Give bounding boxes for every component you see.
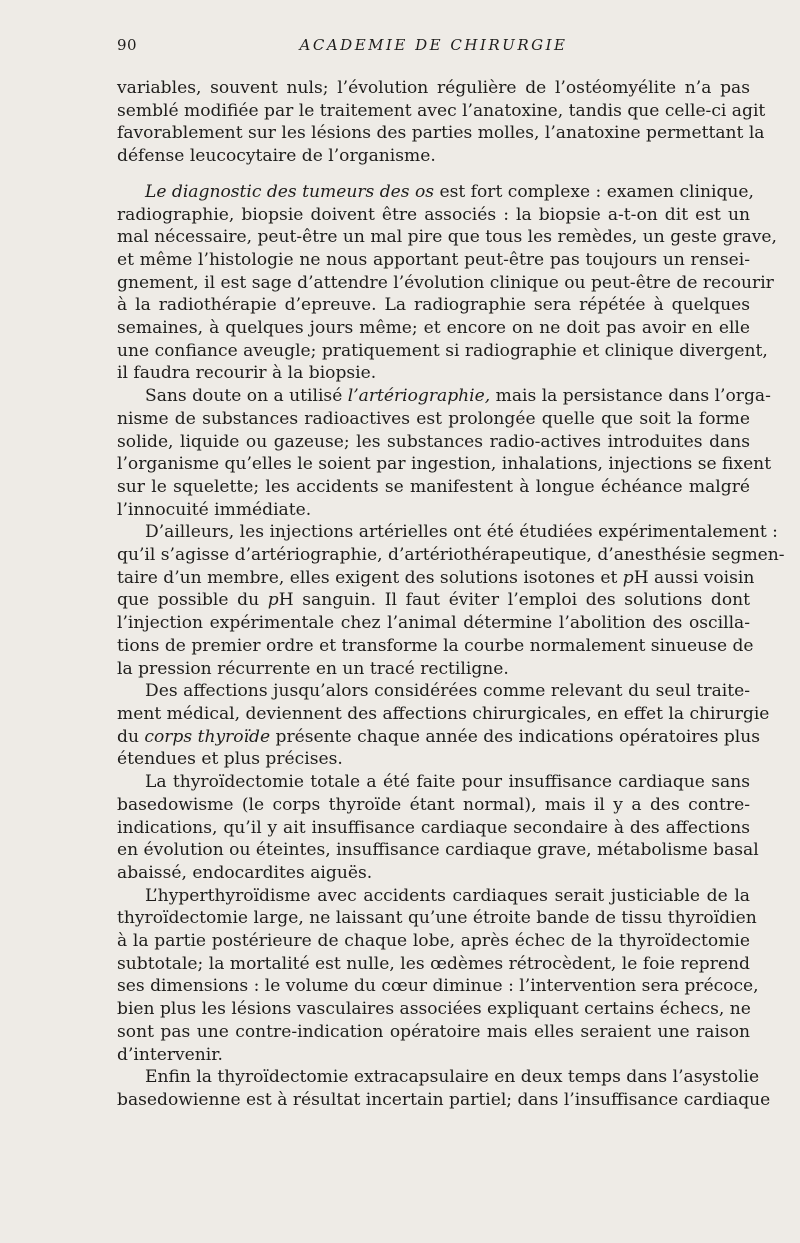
text-line xyxy=(117,1044,750,1067)
text-run: radiographie, biopsie doivent être associés : la biopsie a-t-on dit est un xyxy=(117,204,750,225)
italic-text: p xyxy=(622,567,634,588)
paragraph xyxy=(117,385,772,521)
text-run: Enfin la thyroïdectomie extracapsulaire en deux temps dans l’asystolie xyxy=(145,1067,760,1088)
text-run: subtotale; la mortalité est nulle, les œdèmes rétrocèdent, le foie reprend xyxy=(117,953,750,974)
text-run: une confiance aveugle; pratiquement si radiographie et clinique divergent, xyxy=(117,340,768,361)
italic-text: Le diagnostic des tumeurs des os xyxy=(145,181,435,202)
text-run: H sanguin. Il faut éviter l’emploi des solutions dont xyxy=(278,590,750,611)
text-run: indications, qu’il y ait insuffisance cardiaque secondaire à des affections xyxy=(117,817,750,838)
text-line xyxy=(117,77,750,100)
text-run: semblé modifiée par le traitement avec l’anatoxine, tandis que celle-ci agit xyxy=(117,100,766,121)
text-run: basedowienne est à résultat incertain partiel; dans l’insuffisance cardiaque xyxy=(117,1089,771,1110)
text-run: mais la persistance dans l’orga- xyxy=(490,386,771,407)
text-line xyxy=(117,817,750,840)
text-line xyxy=(117,975,759,998)
text-line xyxy=(117,885,750,908)
text-line xyxy=(117,362,750,385)
text-line xyxy=(117,181,754,204)
text-run: taire d’un membre, elles exigent des solutions isotones et xyxy=(117,567,623,588)
text-line xyxy=(117,431,750,454)
text-run: à la partie postérieure de chaque lobe, après échec de la thyroïdectomie xyxy=(117,931,750,952)
paragraph xyxy=(117,181,777,385)
text-run: présente chaque année des indications opératoires plus xyxy=(270,726,761,747)
text-run: variables, souvent nuls; l’évolution régulière de l’ostéomyélite n’a pas xyxy=(117,78,750,98)
text-run: nisme de substances radioactives est prolongée quelle que soit la forme xyxy=(117,408,750,429)
text-line xyxy=(117,748,750,771)
text-run: mal nécessaire, peut-être un mal pire que tous les remèdes, un geste grave, xyxy=(117,227,777,248)
text-run: à la radiothérapie d’epreuve. La radiographie sera répétée à quelques xyxy=(117,295,750,316)
text-line xyxy=(117,839,759,862)
text-line xyxy=(117,294,750,317)
text-line xyxy=(117,635,754,658)
text-line xyxy=(117,317,750,340)
text-line xyxy=(117,930,750,953)
text-run: ment médical, deviennent des affections chirurgicales, en effet la chirurgie xyxy=(117,703,770,724)
text-run: Sans doute on a utilisé xyxy=(145,386,348,407)
text-run: H aussi voisin xyxy=(633,567,755,588)
text-line xyxy=(117,612,750,635)
text-line xyxy=(117,680,750,703)
text-run: est fort complexe : examen clinique, xyxy=(434,181,754,202)
paragraph xyxy=(117,885,759,1067)
text-line xyxy=(117,658,750,681)
text-run: favorablement sur les lésions des parties molles, l’anatoxine permettant la xyxy=(117,123,765,144)
text-line xyxy=(117,453,772,476)
text-run: en évolution ou éteintes, insuffisance cardiaque grave, métabolisme basal xyxy=(117,840,759,861)
text-line xyxy=(117,589,750,612)
text-run: d’intervenir. xyxy=(117,1044,223,1065)
text-run: il faudra recourir à la biopsie. xyxy=(117,363,377,384)
paragraph xyxy=(117,680,770,771)
text-run: D’ailleurs, les injections artérielles ont été étudiées expérimentalement : xyxy=(145,522,778,543)
text-line xyxy=(117,499,750,522)
text-line xyxy=(117,204,750,227)
text-run: ses dimensions : le volume du cœur diminue : l’intervention sera précoce, xyxy=(117,976,759,997)
text-run: La thyroïdectomie totale a été faite pour insuffisance cardiaque sans xyxy=(145,772,750,793)
text-run: abaissé, endocardites aiguës. xyxy=(117,862,373,883)
running-head: ACADEMIE DE CHIRURGIE xyxy=(299,36,568,54)
text-line xyxy=(117,998,750,1021)
text-run: l’injection expérimentale chez l’animal détermine l’abolition des oscilla- xyxy=(117,613,750,634)
text-run: bien plus les lésions vasculaires associées expliquant certains échecs, ne xyxy=(117,999,751,1020)
text-run: la pression récurrente en un tracé rectiligne. xyxy=(117,658,509,679)
text-run: étendues et plus précises. xyxy=(117,749,343,770)
italic-text: l’artériographie, xyxy=(347,386,491,407)
text-run: tions de premier ordre et transforme la courbe normalement sinueuse de xyxy=(117,635,754,656)
text-line xyxy=(117,862,750,885)
text-line xyxy=(117,953,750,976)
paragraph xyxy=(117,771,759,885)
text-line xyxy=(117,726,761,749)
text-run: L’hyperthyroïdisme avec accidents cardiaques serait justiciable de la xyxy=(145,885,750,906)
italic-text: p xyxy=(267,590,279,611)
text-line xyxy=(117,907,757,930)
text-run: semaines, à quelques jours même; et encore on ne doit pas avoir en elle xyxy=(117,318,750,339)
text-line xyxy=(117,385,771,408)
text-line xyxy=(117,340,768,363)
text-run: gnement, il est sage d’attendre l’évolution clinique ou peut-être de recourir xyxy=(117,272,774,293)
text-line xyxy=(117,408,750,431)
text-line xyxy=(117,226,777,249)
text-run: solide, liquide ou gazeuse; les substances radio-actives introduites dans xyxy=(117,431,750,452)
text-run: basedowisme (le corps thyroïde étant normal), mais il y a des contre- xyxy=(117,794,750,815)
text-line xyxy=(117,1021,750,1044)
text-line xyxy=(117,122,765,145)
text-line xyxy=(117,100,766,123)
page-number: 90 xyxy=(117,36,138,54)
text-run: qu’il s’agisse d’artériographie, d’artériothérapeutique, d’anesthésie segmen- xyxy=(117,545,785,566)
text-run: thyroïdectomie large, ne laissant qu’une étroite bande de tissu thyroïdien xyxy=(117,908,757,929)
text-run: du xyxy=(117,726,145,747)
text-line xyxy=(117,272,774,295)
text-run: sur le squelette; les accidents se manifestent à longue échéance malgré xyxy=(117,476,750,497)
text-run: défense leucocytaire de l’organisme. xyxy=(117,146,436,167)
text-line xyxy=(117,249,750,272)
text-run: l’organisme qu’elles le soient par ingestion, inhalations, injections se fixent xyxy=(117,454,772,475)
text-line xyxy=(117,771,750,794)
text-line xyxy=(117,1089,771,1112)
paragraph xyxy=(117,77,766,168)
text-line xyxy=(117,521,778,544)
paragraph xyxy=(117,521,785,680)
text-line xyxy=(117,1066,760,1089)
paragraph xyxy=(117,1066,771,1111)
text-run: sont pas une contre-indication opératoire mais elles seraient une raison xyxy=(117,1021,750,1042)
text-line xyxy=(117,476,750,499)
page-header xyxy=(117,36,750,54)
text-line xyxy=(117,794,750,817)
text-line xyxy=(117,544,785,567)
italic-text: corps thyroïde xyxy=(144,726,271,747)
body-text xyxy=(117,77,785,1112)
text-run: que possible du xyxy=(117,590,268,611)
text-run: Des affections jusqu’alors considérées comme relevant du seul traite- xyxy=(145,681,750,702)
text-run: et même l’histologie ne nous apportant peut-être pas toujours un rensei- xyxy=(117,249,750,270)
text-line xyxy=(117,703,770,726)
text-run: l’innocuité immédiate. xyxy=(117,499,312,520)
text-line xyxy=(117,145,750,168)
text-line xyxy=(117,567,755,590)
